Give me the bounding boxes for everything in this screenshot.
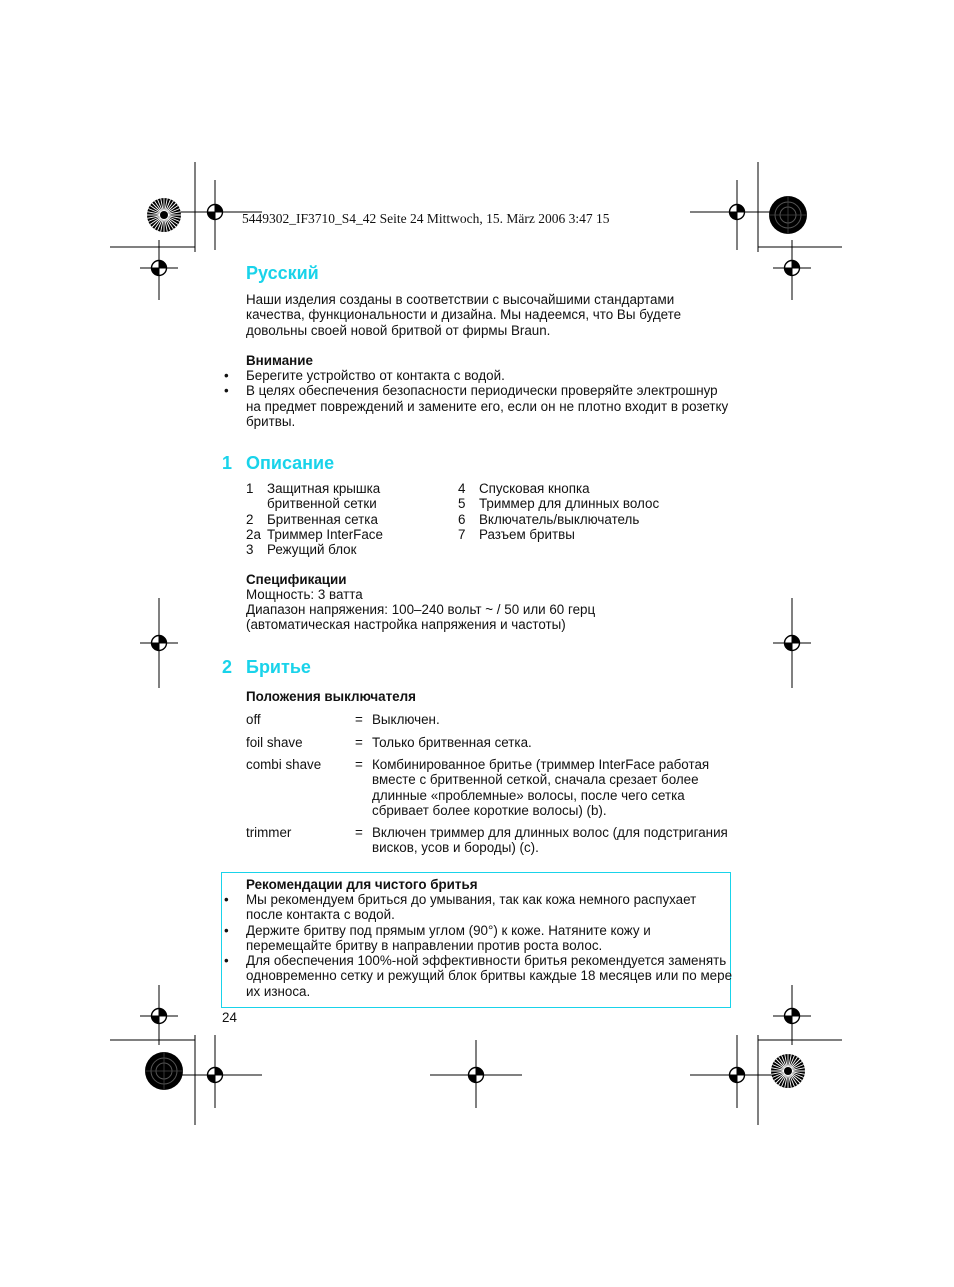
equals-sign: = [355,735,363,750]
part-number: 6 [458,511,466,527]
parts-list-right [458,481,728,542]
section-1-number: 1 [222,453,233,473]
equals-sign: = [355,825,363,840]
list-item [222,383,734,429]
section-2-title [222,657,311,678]
section-1-title-text: Описание [246,453,335,473]
parts-list-left [246,481,446,557]
part-number: 2a [246,526,261,542]
part-label: Режущий блок [267,542,357,558]
part-label: Включатель/выключатель [479,511,640,527]
switch-description: Включен триммер для длинных волос (для подстригания висков, усов и бороды) (c). [372,825,728,856]
tips-heading: Рекомендации для чистого бритья [246,877,478,892]
list-item [458,512,728,527]
part-number: 3 [246,542,254,558]
part-label: Разъем бритвы [479,526,575,542]
list-item-text: Берегите устройство от контакта с водой. [246,368,505,383]
list-item-text: Мы рекомендуем бриться до умывания, так как кожа немного распухает после контакта с водой. [246,892,697,923]
list-item [246,512,446,527]
part-number: 2 [246,511,254,527]
part-number: 7 [458,526,466,542]
list-item [246,527,446,542]
part-label: Триммер InterFace [267,526,383,542]
switch-key: foil shave [246,735,303,750]
section-1-title [222,453,334,474]
page-number: 24 [222,1010,237,1025]
section-2-number: 2 [222,657,233,677]
equals-sign: = [355,712,363,727]
language-title: Русский [246,263,319,283]
intro-paragraph: Наши изделия созданы в соответствии с высочайшими стандартами качества, функциональности и дизайна. Мы надеемся, что Вы будете довольны своей новой бритвой от фирмы Braun. [246,292,682,338]
list-item [458,481,728,496]
part-label: Защитная крышка бритвенной сетки [267,481,381,512]
specs-line: Мощность: 3 ватта [246,587,363,602]
list-item [222,892,732,923]
print-header-line: 5449302_IF3710_S4_42 Seite 24 Mittwoch, 15. März 2006 3:47 15 [242,211,610,226]
list-item-text: Держите бритву под прямым углом (90°) к коже. Натяните кожу и перемещайте бритву в направлении против роста волос. [246,922,651,953]
list-item [246,481,446,512]
specs-line: (автоматическая настройка напряжения и частоты) [246,617,566,632]
tips-list [222,892,732,999]
bullet-icon: • [224,892,229,907]
list-item [222,953,732,999]
switch-description: Только бритвенная сетка. [372,735,532,750]
switch-heading: Положения выключателя [246,689,416,704]
part-label: Бритвенная сетка [267,511,378,527]
list-item [458,527,728,542]
list-item [458,496,728,511]
specs-heading: Спецификации [246,572,347,587]
switch-description: Выключен. [372,712,440,727]
warning-list [222,368,734,429]
bullet-icon: • [224,953,229,969]
switch-key: off [246,712,261,727]
section-2-title-text: Бритье [246,657,311,677]
switch-key: combi shave [246,757,322,772]
part-number: 5 [458,496,466,512]
part-number: 1 [246,481,254,496]
list-item [246,542,446,557]
part-number: 4 [458,481,466,496]
bullet-icon: • [224,383,229,399]
bullet-icon: • [224,922,229,938]
list-item [222,923,732,954]
list-item [222,368,734,383]
part-label: Спусковая кнопка [479,481,590,496]
switch-key: trimmer [246,825,292,840]
list-item-text: Для обеспечения 100%-ной эффективности бритья рекомендуется заменять одновременно сетку и режущий блок бритвы каждые 18 месяцев или по мере их износа. [246,953,733,999]
specs-line: Диапазон напряжения: 100–240 вольт ~ / 50 или 60 герц [246,602,596,617]
equals-sign: = [355,757,363,772]
part-label: Триммер для длинных волос [479,496,660,512]
warning-heading: Внимание [246,353,313,368]
list-item-text: В целях обеспечения безопасности периодически проверяйте электрошнур на предмет повреждений и замените его, если он не плотно входит в розетку бритвы. [246,383,729,429]
switch-description: Комбинированное бритье (триммер InterFace работая вместе с бритвенной сеткой, сначала срезает более длинные «проблемные» волосы, после чего сетка сбривает более короткие волосы) (b). [372,757,710,818]
bullet-icon: • [224,368,229,383]
